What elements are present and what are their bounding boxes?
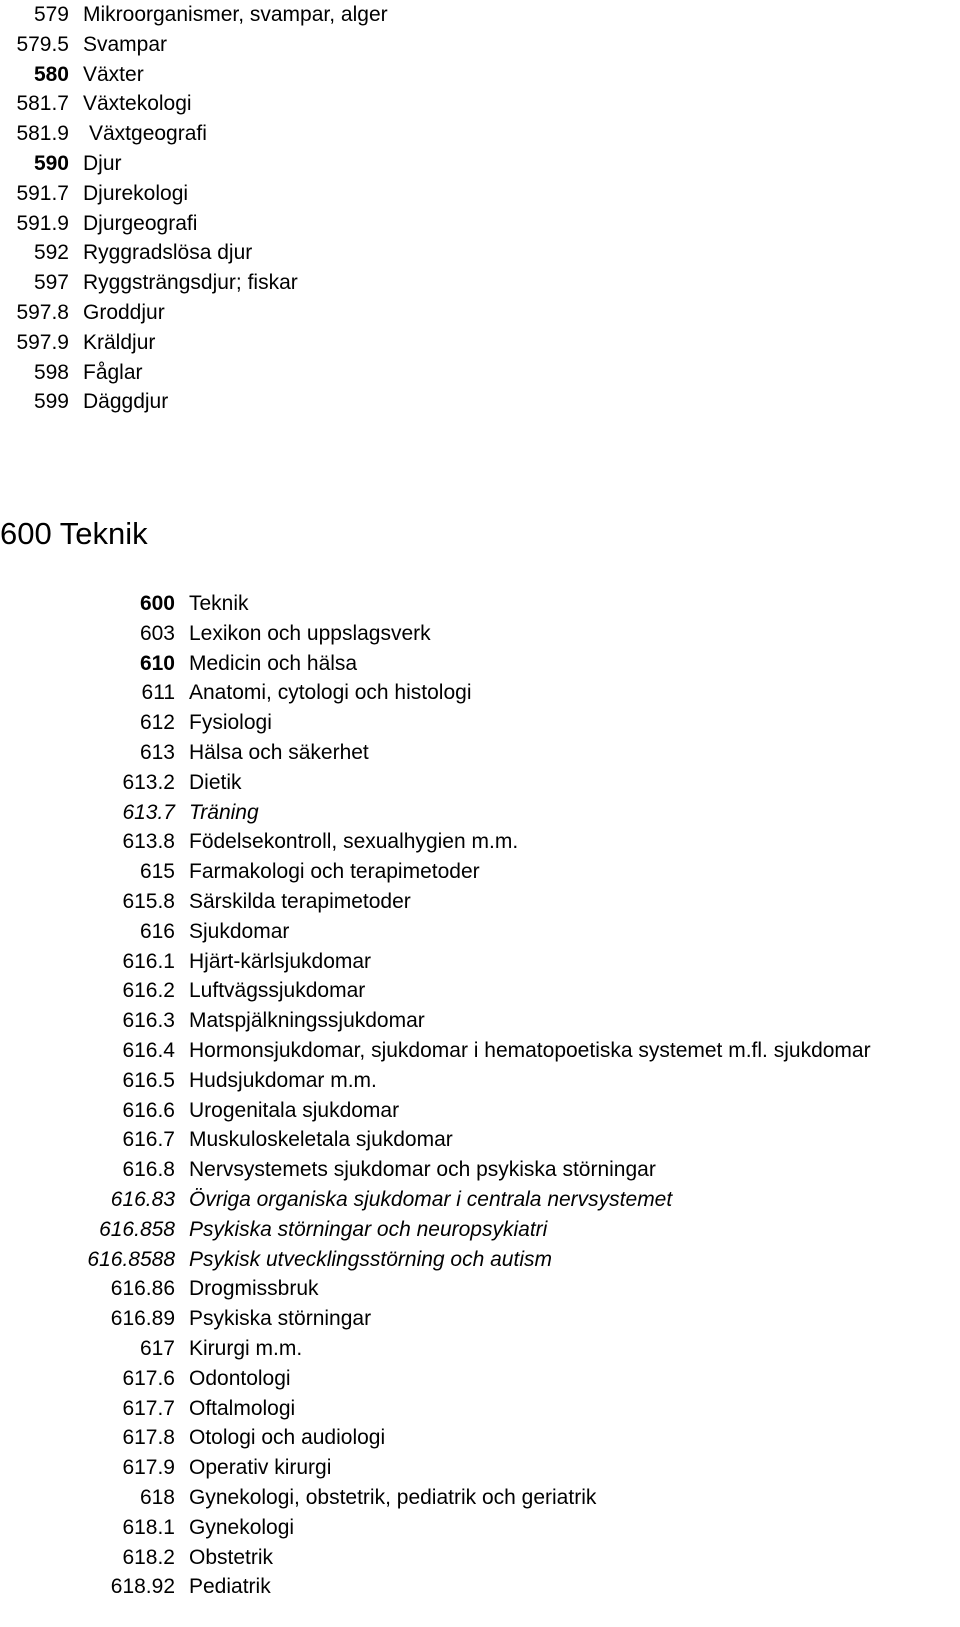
- class-code: 618.2: [122, 1545, 175, 1569]
- class-code: 618.1: [122, 1515, 175, 1539]
- class-code: 598: [33, 360, 69, 384]
- class-label: Operativ kirurgi: [189, 1456, 332, 1480]
- class-code: 613.8: [122, 830, 175, 854]
- class-code: 615.8: [122, 889, 175, 913]
- class-code: 616.1: [122, 949, 175, 973]
- list-item: [0, 1453, 871, 1483]
- list-item: [0, 328, 388, 358]
- class-label: Hälsa och säkerhet: [189, 740, 369, 764]
- list-item: [0, 1096, 871, 1126]
- class-code: 610: [139, 651, 175, 675]
- class-label: Anatomi, cytologi och histologi: [189, 681, 472, 705]
- class-code: 617.7: [122, 1396, 175, 1420]
- class-label: Födelsekontroll, sexualhygien m.m.: [189, 830, 519, 854]
- class-label: Växtgeografi: [89, 122, 207, 146]
- class-code: 618: [139, 1485, 175, 1509]
- class-label: Djur: [83, 151, 122, 175]
- list-item: [0, 857, 871, 887]
- list-item: [0, 1125, 871, 1155]
- class-label: Särskilda terapimetoder: [189, 889, 411, 913]
- class-label: Pediatrik: [189, 1575, 271, 1599]
- class-code: 616.83: [110, 1187, 175, 1211]
- list-item: [0, 238, 388, 268]
- class-label: Matspjälkningssjukdomar: [189, 1009, 425, 1033]
- class-label: Muskuloskeletala sjukdomar: [189, 1128, 453, 1152]
- class-label: Otologi och audiologi: [189, 1426, 386, 1450]
- class-code: 613.2: [122, 770, 175, 794]
- list-item: [0, 179, 388, 209]
- class-code: 616.3: [122, 1009, 175, 1033]
- list-item: [0, 1334, 871, 1364]
- list-item: [0, 119, 388, 149]
- class-label: Däggdjur: [83, 390, 169, 414]
- list-item: [0, 708, 871, 738]
- class-label: Nervsystemets sjukdomar och psykiska störningar: [189, 1158, 656, 1182]
- list-item: [0, 1483, 871, 1513]
- classification-list-500s: [0, 0, 388, 417]
- class-code: 618.92: [110, 1575, 175, 1599]
- class-label: Ryggsträngsdjur; fiskar: [83, 271, 298, 295]
- list-item: [0, 738, 871, 768]
- class-label: Kirurgi m.m.: [189, 1336, 303, 1360]
- class-code: 600: [139, 592, 175, 615]
- class-code: 616.7: [122, 1128, 175, 1152]
- list-item: [0, 387, 388, 417]
- class-code: 616.89: [110, 1307, 175, 1331]
- class-code: 615: [139, 860, 175, 884]
- class-code: 599: [33, 390, 69, 414]
- class-label: Hormonsjukdomar, sjukdomar i hematopoetiska systemet m.fl. sjukdomar: [189, 1038, 871, 1062]
- class-code: 579.5: [16, 32, 69, 56]
- list-item: [0, 917, 871, 947]
- class-label: Dietik: [189, 770, 242, 794]
- list-item: [0, 619, 871, 649]
- list-item: [0, 1245, 871, 1275]
- list-item: [0, 1185, 871, 1215]
- class-code: 616.4: [122, 1038, 175, 1062]
- class-code: 617.6: [122, 1366, 175, 1390]
- class-code: 616.8: [122, 1158, 175, 1182]
- class-code: 617: [139, 1336, 175, 1360]
- class-label: Fåglar: [83, 360, 143, 384]
- list-item: [0, 89, 388, 119]
- class-code: 616.858: [99, 1217, 175, 1241]
- class-code: 597: [33, 271, 69, 295]
- list-item: [0, 649, 871, 679]
- class-code: 592: [33, 241, 69, 265]
- class-label: Hudsjukdomar m.m.: [189, 1068, 377, 1092]
- class-label: Psykisk utvecklingsstörning och autism: [189, 1247, 552, 1271]
- class-label: Psykiska störningar: [189, 1307, 372, 1331]
- class-label: Växtekologi: [83, 92, 192, 116]
- list-item: [0, 1423, 871, 1453]
- list-item: [0, 1036, 871, 1066]
- class-label: Oftalmologi: [189, 1396, 296, 1420]
- class-code: 616.86: [110, 1277, 175, 1301]
- classification-list-600s: [0, 589, 871, 1602]
- list-item: [0, 358, 388, 388]
- class-code: 616.6: [122, 1098, 175, 1122]
- class-code: 590: [33, 151, 69, 175]
- list-item: [0, 149, 388, 179]
- list-item: [0, 887, 871, 917]
- list-item: [0, 947, 871, 977]
- class-label: Gynekologi: [189, 1515, 295, 1539]
- class-label: Kräldjur: [83, 330, 156, 354]
- list-item: [0, 827, 871, 857]
- list-item: [0, 678, 871, 708]
- class-code: 603: [139, 621, 175, 645]
- list-item: [0, 1394, 871, 1424]
- list-item: [0, 1304, 871, 1334]
- class-label: Djurgeografi: [83, 211, 198, 235]
- class-code: 591.9: [16, 211, 69, 235]
- class-code: 597.9: [16, 330, 69, 354]
- class-code: 612: [139, 711, 175, 735]
- list-item: [0, 209, 388, 239]
- list-item: [0, 1066, 871, 1096]
- list-item: [0, 1543, 871, 1573]
- class-label: Fysiologi: [189, 711, 272, 735]
- class-label: Odontologi: [189, 1366, 291, 1390]
- class-code: 579: [33, 3, 69, 26]
- class-label: Djurekologi: [83, 181, 189, 205]
- class-label: Mikroorganismer, svampar, alger: [83, 3, 388, 26]
- class-code: 611: [141, 681, 175, 705]
- class-code: 613: [139, 740, 175, 764]
- class-label: Växter: [83, 62, 144, 86]
- list-item: [0, 768, 871, 798]
- list-item: [0, 1006, 871, 1036]
- class-label: Luftvägssjukdomar: [189, 979, 366, 1003]
- class-label: Gynekologi, obstetrik, pediatrik och geriatrik: [189, 1485, 597, 1509]
- section-heading: 600 Teknik: [0, 516, 148, 551]
- list-item: [0, 1572, 871, 1602]
- class-label: Groddjur: [83, 300, 165, 324]
- class-label: Hjärt-kärlsjukdomar: [189, 949, 372, 973]
- class-code: 581.9: [16, 122, 69, 146]
- list-item: [0, 798, 871, 828]
- list-item: [0, 1513, 871, 1543]
- class-code: 616.8588: [87, 1247, 175, 1271]
- class-label: Drogmissbruk: [189, 1277, 319, 1301]
- class-code: 591.7: [16, 181, 69, 205]
- class-label: Teknik: [189, 592, 249, 615]
- class-label: Övriga organiska sjukdomar i centrala nervsystemet: [189, 1187, 673, 1211]
- class-code: 617.8: [122, 1426, 175, 1450]
- class-label: Obstetrik: [189, 1545, 274, 1569]
- list-item: [0, 268, 388, 298]
- list-item: [0, 30, 388, 60]
- class-label: Farmakologi och terapimetoder: [189, 860, 480, 884]
- list-item: [0, 589, 871, 619]
- list-item: [0, 60, 388, 90]
- class-label: Urogenitala sjukdomar: [189, 1098, 400, 1122]
- class-label: Svampar: [83, 32, 168, 56]
- list-item: [0, 0, 388, 30]
- class-code: 617.9: [122, 1456, 175, 1480]
- class-label: Ryggradslösa djur: [83, 241, 253, 265]
- class-code: 597.8: [16, 300, 69, 324]
- class-code: 613.7: [122, 800, 175, 824]
- list-item: [0, 1215, 871, 1245]
- class-code: 581.7: [16, 92, 69, 116]
- list-item: [0, 1274, 871, 1304]
- list-item: [0, 1155, 871, 1185]
- class-label: Träning: [189, 800, 259, 824]
- list-item: [0, 976, 871, 1006]
- class-label: Lexikon och uppslagsverk: [189, 621, 431, 645]
- class-code: 580: [33, 62, 69, 86]
- list-item: [0, 1364, 871, 1394]
- list-item: [0, 298, 388, 328]
- class-code: 616.2: [122, 979, 175, 1003]
- class-label: Psykiska störningar och neuropsykiatri: [189, 1217, 548, 1241]
- class-code: 616.5: [122, 1068, 175, 1092]
- class-label: Medicin och hälsa: [189, 651, 358, 675]
- class-label: Sjukdomar: [189, 919, 290, 943]
- class-code: 616: [139, 919, 175, 943]
